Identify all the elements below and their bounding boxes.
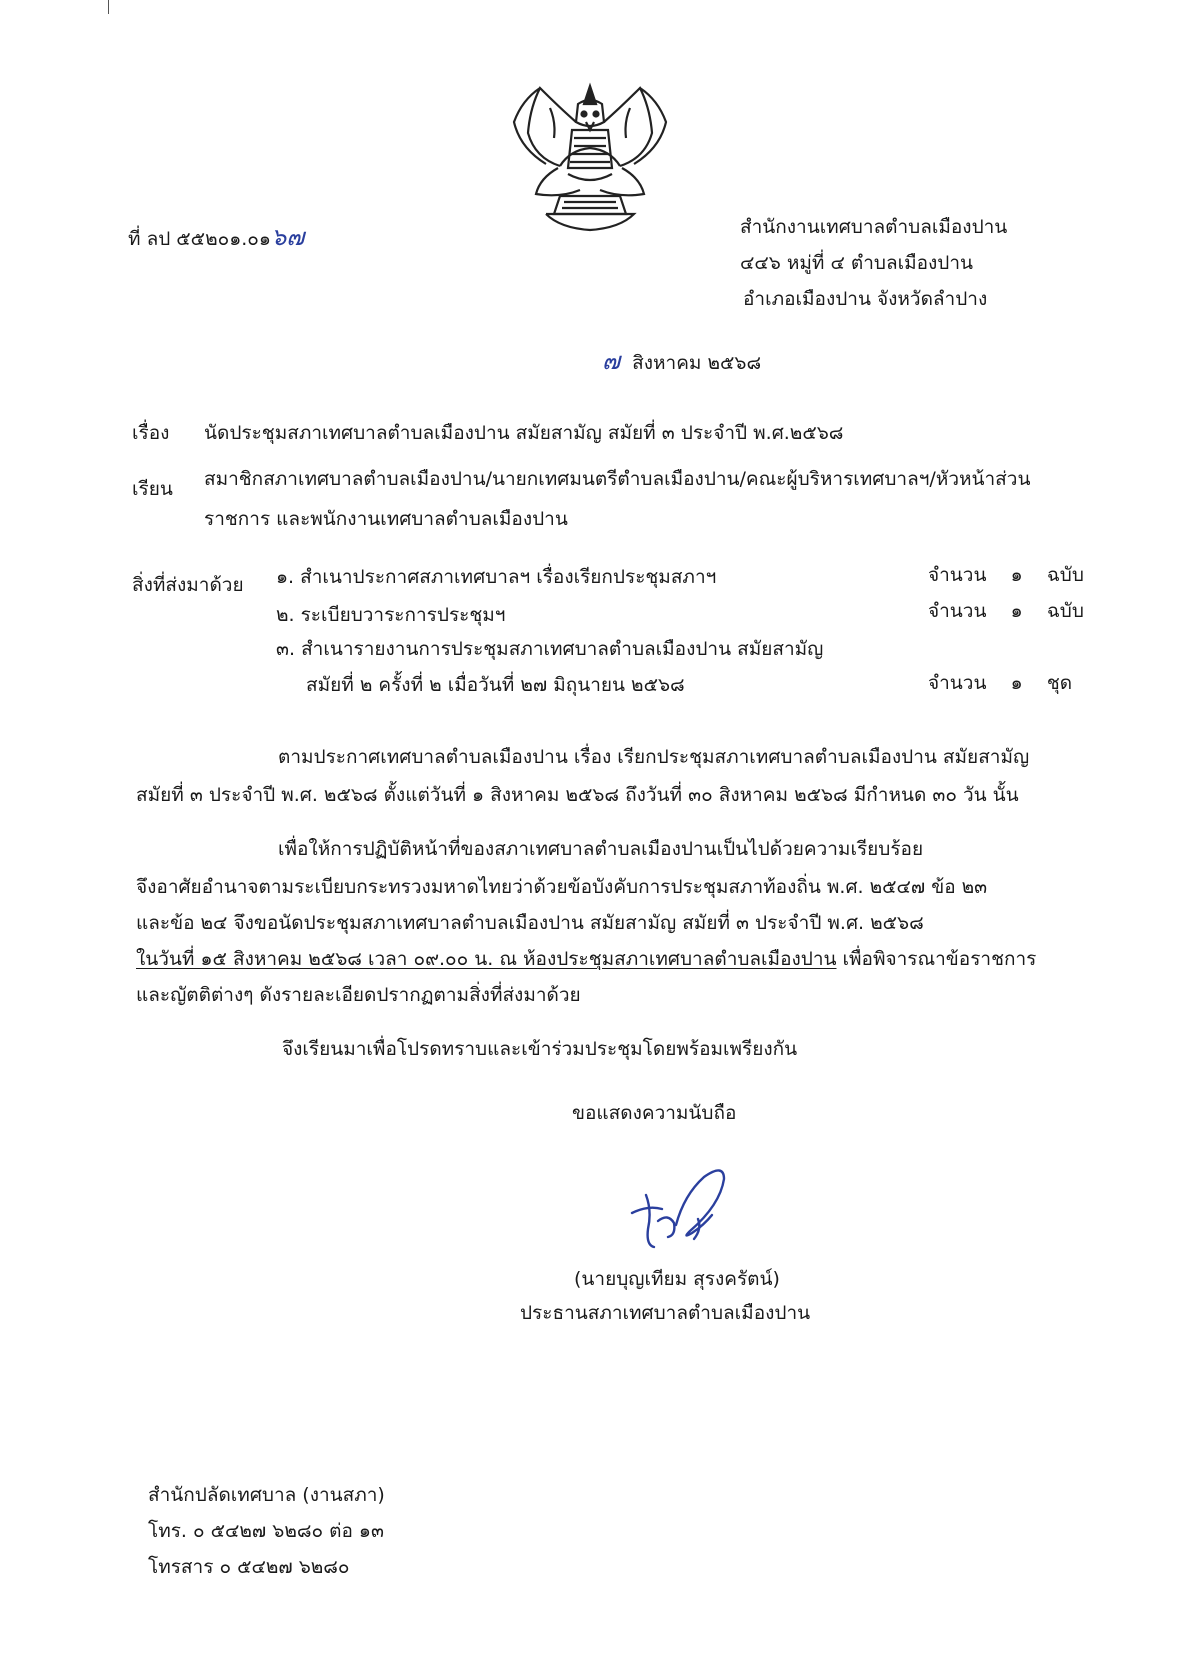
- office-name: สำนักงานเทศบาลตำบลเมืองปาน: [740, 216, 1008, 238]
- date-month-year: สิงหาคม ๒๕๖๘: [632, 352, 762, 374]
- paragraph-2-line-4: [136, 946, 1036, 972]
- office-address-line: ๔๔๖ หมู่ที่ ๔ ตำบลเมืองปาน: [740, 252, 974, 274]
- office-district-line: อำเภอเมืองปาน จังหวัดลำปาง: [743, 288, 988, 310]
- paragraph-2-line-2: จึงอาศัยอำนาจตามระเบียบกระทรวงมหาดไทยว่าด้วยข้อบังคับการประชุมสภาท้องถิ่น พ.ศ. ๒๕๔๗ ข้อ ๒๓: [136, 876, 988, 898]
- letter-date: [602, 348, 761, 376]
- recipient-line-2: ราชการ และพนักงานเทศบาลตำบลเมืองปาน: [204, 508, 568, 530]
- reference-label: ที่ ลป ๕๕๒๐๑.๐๑: [128, 228, 271, 250]
- qty-value: ๑: [1010, 564, 1023, 586]
- qty-value: ๑: [1010, 672, 1023, 694]
- reference-handwritten: ๖๗: [270, 223, 305, 251]
- subject-text: นัดประชุมสภาเทศบาลตำบลเมืองปาน สมัยสามัญ สมัยที่ ๓ ประจำปี พ.ศ.๒๕๖๘: [204, 422, 844, 444]
- paragraph-2-line-1: เพื่อให้การปฏิบัติหน้าที่ของสภาเทศบาลตำบลเมืองปานเป็นไปด้วยความเรียบร้อย: [278, 838, 924, 860]
- qty-unit: ฉบับ: [1046, 600, 1084, 622]
- footer-fax: โทรสาร ๐ ๕๔๒๗ ๖๒๘๐: [148, 1556, 350, 1578]
- qty-unit: ฉบับ: [1046, 564, 1084, 586]
- scan-edge-line: [108, 0, 109, 14]
- qty-label: จำนวน: [928, 600, 987, 622]
- attachment-item-3: ๓. สำเนารายงานการประชุมสภาเทศบาลตำบลเมืองปาน สมัยสามัญ: [276, 638, 824, 660]
- qty-label: จำนวน: [928, 672, 987, 694]
- paragraph-1-line-2: สมัยที่ ๓ ประจำปี พ.ศ. ๒๕๖๘ ตั้งแต่วันที่ ๑ สิงหาคม ๒๕๖๘ ถึงวันที่ ๓๐ สิงหาคม ๒๕๖๘ มีกำหนด ๓๐ วัน นั้น: [136, 784, 1019, 806]
- qty-unit: ชุด: [1046, 672, 1073, 694]
- qty-value: ๑: [1010, 600, 1023, 622]
- qty-label: จำนวน: [928, 564, 987, 586]
- attachment-item-3-line-2: สมัยที่ ๒ ครั้งที่ ๒ เมื่อวันที่ ๒๗ มิถุนายน ๒๕๖๘: [306, 674, 685, 696]
- closing-salutation: ขอแสดงความนับถือ: [572, 1102, 737, 1124]
- footer-department: สำนักปลัดเทศบาล (งานสภา): [148, 1484, 385, 1506]
- attachment-qty-3: [928, 670, 1072, 696]
- recipient-line-1: สมาชิกสภาเทศบาลตำบลเมืองปาน/นายกเทศมนตรีตำบลเมืองปาน/คณะผู้บริหารเทศบาลฯ/หัวหน้าส่วน: [204, 468, 1031, 490]
- handwritten-signature-icon: [628, 1165, 738, 1255]
- paragraph-1-line-1: ตามประกาศเทศบาลตำบลเมืองปาน เรื่อง เรียกประชุมสภาเทศบาลตำบลเมืองปาน สมัยสามัญ: [278, 746, 1030, 768]
- garuda-emblem-icon: [500, 78, 680, 238]
- closing-request: จึงเรียนมาเพื่อโปรดทราบและเข้าร่วมประชุมโดยพร้อมเพรียงกัน: [282, 1038, 798, 1060]
- meeting-date-place: ในวันที่ ๑๕ สิงหาคม ๒๕๖๘ เวลา ๐๙.๐๐ น. ณ ห้องประชุมสภาเทศบาลตำบลเมืองปาน: [136, 948, 837, 970]
- attachments-label: สิ่งที่ส่งมาด้วย: [132, 574, 244, 596]
- attachment-qty-2: [928, 598, 1084, 624]
- attachment-item-1: ๑. สำเนาประกาศสภาเทศบาลฯ เรื่องเรียกประชุมสภาฯ: [276, 566, 717, 588]
- attachment-qty-1: [928, 562, 1084, 588]
- meeting-purpose: เพื่อพิจารณาข้อราชการ: [836, 948, 1037, 970]
- subject-label: เรื่อง: [132, 422, 170, 444]
- paragraph-2-line-5: และญัตติต่างๆ ดังรายละเอียดปรากฏตามสิ่งที่ส่งมาด้วย: [136, 984, 581, 1006]
- reference-number: [128, 224, 304, 252]
- signer-title: ประธานสภาเทศบาลตำบลเมืองปาน: [520, 1302, 811, 1324]
- date-day-handwritten: ๗: [602, 347, 621, 375]
- recipient-label: เรียน: [132, 478, 173, 500]
- signer-name: (นายบุญเทียม สุรงครัตน์): [574, 1268, 780, 1290]
- paragraph-2-line-3: และข้อ ๒๔ จึงขอนัดประชุมสภาเทศบาลตำบลเมืองปาน สมัยสามัญ สมัยที่ ๓ ประจำปี พ.ศ. ๒๕๖๘: [136, 912, 924, 934]
- footer-phone: โทร. ๐ ๕๔๒๗ ๖๒๘๐ ต่อ ๑๓: [148, 1520, 384, 1542]
- attachment-item-2: ๒. ระเบียบวาระการประชุมฯ: [276, 604, 506, 626]
